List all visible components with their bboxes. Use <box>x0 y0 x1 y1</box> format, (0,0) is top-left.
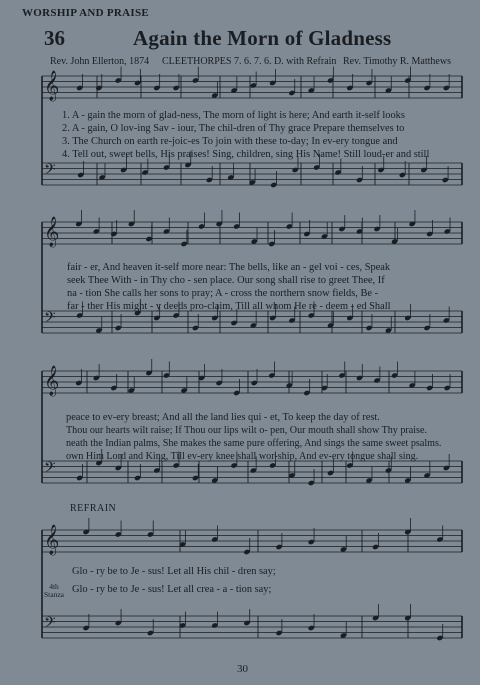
hymn-title: Again the Morn of Gladness <box>133 26 392 50</box>
lyric-line: 4. Tell out, sweet bells, His praises! Sing, children, sing His Name! Still loud-er and still <box>62 149 430 160</box>
lyric-line: peace to ev-ery breast; And all the land lies qui - et, To keep the day of rest. <box>66 412 380 423</box>
section-heading: WORSHIP AND PRAISE <box>22 7 150 19</box>
stanza-marker: 4th Stanza <box>44 582 64 599</box>
lyric-line: 1. A - gain the morn of glad-ness, The morn of light is here; And earth it-self looks <box>62 110 405 121</box>
lyric-line: fair - er, And heaven it-self more near: The bells, like an - gel voi - ces, Speak <box>67 262 391 273</box>
composer-credit: Rev. Timothy R. Matthews <box>343 56 451 67</box>
tune-credit: CLEETHORPES 7. 6. 7. 6. D. with Refrain <box>162 56 337 67</box>
lyric-line: 3. The Church on earth re-joic-es To join with these to-day; In ev-ery tongue and <box>62 136 398 147</box>
lyric-line: neath the Indian palms, She makes the same pure offering, And sings the same sweet psalms. <box>66 438 442 449</box>
bass-clef: 𝄢 <box>44 614 56 635</box>
bass-clef: 𝄢 <box>44 309 56 330</box>
author-credit: Rev. John Ellerton, 1874 <box>50 56 150 67</box>
refrain-line: Glo - ry be to Je - sus! Let all His chil - dren say; <box>72 566 276 577</box>
lyric-line: Thou our hearts wilt raise; If Thou our lips wilt o- pen, Our mouth shall show Thy praise. <box>66 425 427 436</box>
treble-clef: 𝄞 <box>44 217 60 247</box>
lyric-line: 2. A - gain, O lov-ing Sav - iour, The chil-dren of Thy grace Prepare themselves to <box>62 123 405 134</box>
refrain-label: REFRAIN <box>70 503 117 514</box>
page-number: 30 <box>237 663 248 675</box>
hymn-number: 36 <box>44 26 65 50</box>
refrain-line: Glo - ry be to Je - sus! Let all crea - a - tion say; <box>72 584 272 595</box>
bass-clef: 𝄢 <box>44 161 56 182</box>
lyric-line: seek Thee With - in Thy cho - sen place. Our song shall rise to greet Thee, If <box>67 275 385 286</box>
treble-clef: 𝄞 <box>44 71 60 101</box>
treble-clef: 𝄞 <box>44 525 60 555</box>
treble-clef: 𝄞 <box>44 366 60 396</box>
lyric-line: own Him Lord and King, Till ev-ery knee shall wor-ship, And ev-ery tongue shall sing. <box>66 451 419 462</box>
lyric-line: far - ther His might - y deeds pro-claim, Till all whom He re - deem - ed Shall <box>67 301 391 312</box>
lyric-line: na - tion She calls her sons to pray; A - cross the northern snow fields, Be - <box>67 288 379 299</box>
bass-clef: 𝄢 <box>44 459 56 480</box>
